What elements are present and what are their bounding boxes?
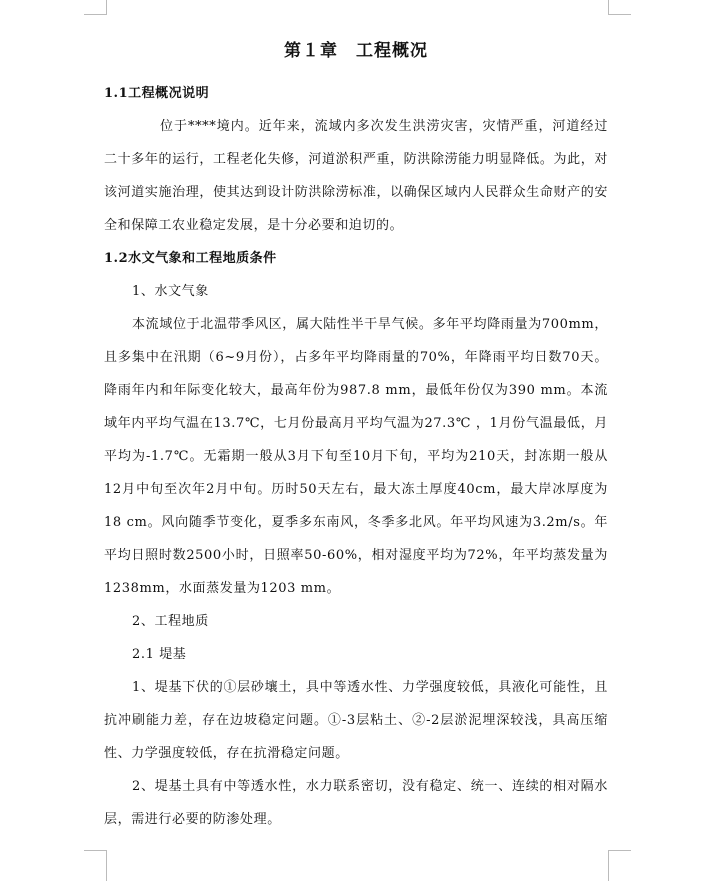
section-1-1-paragraph: 位于****境内。近年来，流域内多次发生洪涝灾害，灾情严重，河道经过二十多年的运行，工程老化失修，河道淤积严重，防洪除涝能力明显降低。为此，对该河道实施治理，使其达到设计防洪除涝标准，以确保区域内人民群众生命财产的安全和保障工农业稳定发展，是十分必要和迫切的。	[104, 119, 608, 233]
page-corner-mark-bottom-right	[608, 850, 631, 881]
section-heading-1-1: 1.1工程概况说明	[104, 86, 210, 101]
hydrology-paragraph: 本流域位于北温带季风区，属大陆性半干旱气候。多年平均降雨量为700mm，且多集中在汛期（6~9月份），占多年平均降雨量的70%，年降雨平均日数70天。降雨年内和年际变化较大，最高年份为987.8 mm，最低年份仅为390 mm。本流域年内平均气温在13.7℃，七月份最高月平均气温为27.3℃ ，1月份气温最低，月平均为-1.7℃。无霜期一般从3月下旬至10月下旬，平均为210天，封冻期一般从12月中旬至次年2月中旬。历时50天左右，最大冻土厚度40cm，最大岸冰厚度为18 cm。风向随季节变化，夏季多东南风，冬季多北风。年平均风速为3.2m/s。年平均日照时数2500小时，日照率50-60%，相对湿度平均为72%，年平均蒸发量为1238mm，水面蒸发量为1203 mm。	[104, 317, 608, 596]
embankment-paragraph-1: 1、堤基下伏的①层砂壤土，具中等透水性、力学强度较低，具液化可能性，且抗冲刷能力差，存在边坡稳定问题。①-3层粘土、②-2层淤泥埋深较浅，具高压缩性、力学强度较低，存在抗滑稳定问题。	[104, 680, 608, 761]
chapter-title: 第１章 工程概况	[284, 41, 428, 61]
page-corner-mark-bottom-left	[84, 850, 107, 881]
embankment-paragraph-2: 2、堤基土具有中等透水性，水力联系密切，没有稳定、统一、连续的相对隔水层，需进行必要的防渗处理。	[104, 779, 608, 827]
item-heading-geology: 2、工程地质	[132, 614, 209, 629]
page-corner-mark-top-right	[608, 0, 631, 15]
item-heading-hydrology: 1、水文气象	[132, 284, 209, 299]
section-heading-1-2: 1.2水文气象和工程地质条件	[104, 251, 277, 266]
page-corner-mark-top-left	[84, 0, 107, 15]
document-page	[104, 36, 608, 836]
subitem-heading-embankment-base: 2.1 堤基	[132, 647, 187, 662]
